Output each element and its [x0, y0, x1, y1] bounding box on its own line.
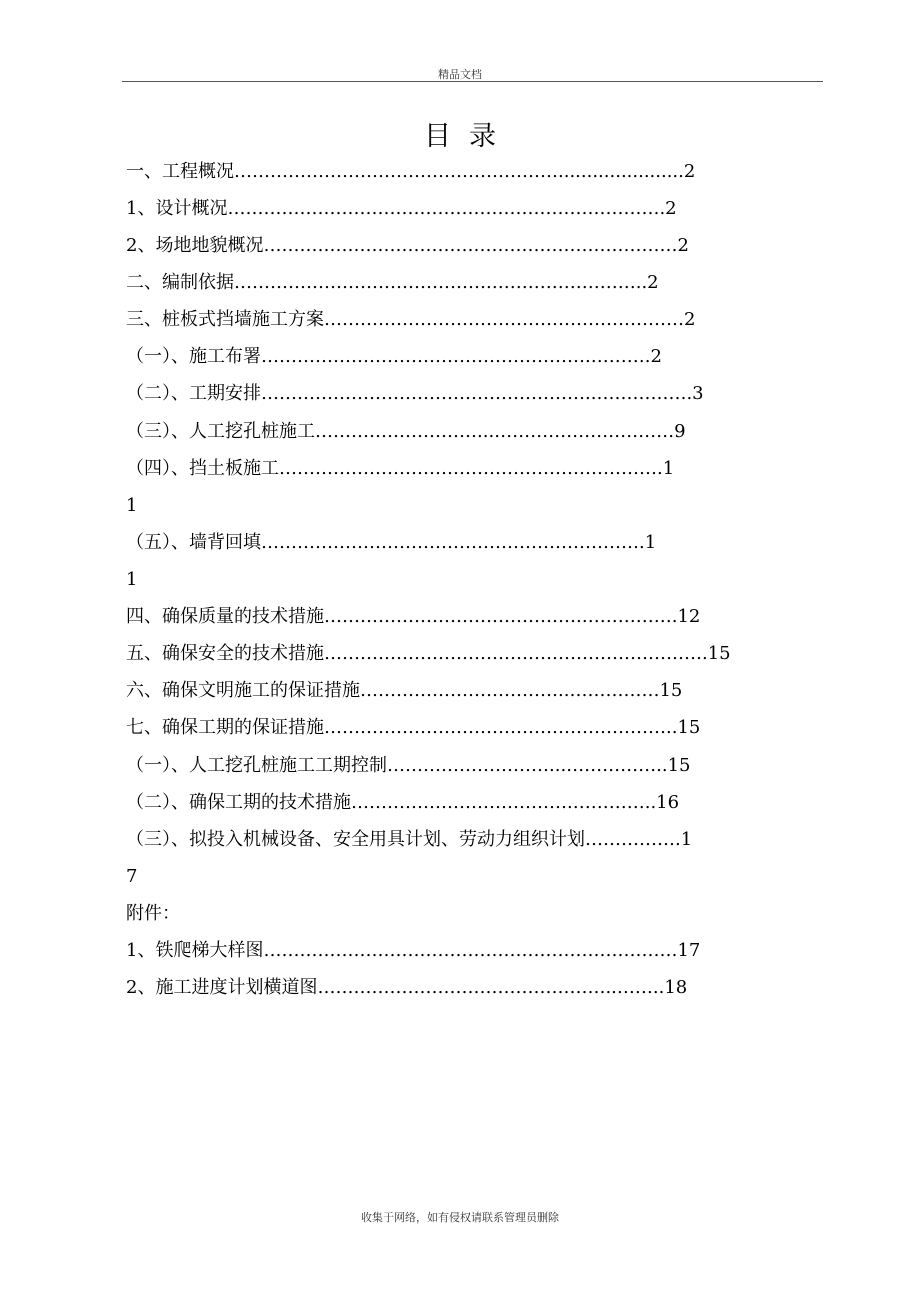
page-footer: 收集于网络，如有侵权请联系管理员删除 [361, 1211, 559, 1224]
toc-entry: （二）、确保工期的技术措施……………………………….…………..16 [126, 792, 680, 813]
toc-entry: 三、桩板式挡墙施工方案……………………………………………………2 [126, 309, 696, 330]
header-rule [122, 81, 823, 82]
toc-entry: （一）、施工布署……………………………………………….……….2 [126, 346, 662, 367]
toc-entry: 七、确保工期的保证措施…………………………………………………..15 [126, 717, 701, 738]
toc-entry-continuation: 7 [126, 866, 138, 887]
toc-entry: （四）、挡土板施工……………………………………………………….1 [126, 458, 675, 479]
toc-title: 目录 [424, 121, 514, 152]
toc-entry: （一）、人工挖孔桩施工工期控制………………………...……………..15 [126, 755, 691, 776]
toc-entry: 五、确保安全的技术措施……………………………………………………….15 [126, 643, 731, 664]
toc-entry: （二）、工期安排………………………………………………..…………….3 [126, 383, 704, 404]
toc-entry: 1、设计概况……………………………………………………………….2 [126, 198, 677, 219]
toc-entry: （三）、拟投入机械设备、安全用具计划、劳动力组织计划…………….1 [126, 829, 693, 850]
toc-appendix-heading: 附件： [126, 903, 180, 924]
page-header: 精品文档 [438, 68, 482, 81]
toc-entry: 2、施工进度计划横道图…………………………………………..……..18 [126, 977, 688, 998]
toc-entry: 六、确保文明施工的保证措施……………………………..……………15 [126, 680, 683, 701]
toc-entry: 二、编制依据…………………………………….……………………..2 [126, 272, 659, 293]
toc-entry: （五）、墙背回填……………………………………………………….1 [126, 532, 657, 553]
toc-entry: 一、工程概况………………………………………………......................2 [126, 161, 696, 182]
toc-entry-continuation: 1 [126, 569, 138, 590]
toc-entry: 1、铁爬梯大样图……………………………………………………………17 [126, 940, 701, 961]
toc-entry: （三）、人工挖孔桩施工………………………...…………………………9 [126, 421, 686, 442]
toc-entry: 2、场地地貌概况……………………………………………………………2 [126, 235, 689, 256]
toc-entry-continuation: 1 [126, 495, 138, 516]
toc-entry: 四、确保质量的技术措施…………………………………….…………….12 [126, 606, 701, 627]
